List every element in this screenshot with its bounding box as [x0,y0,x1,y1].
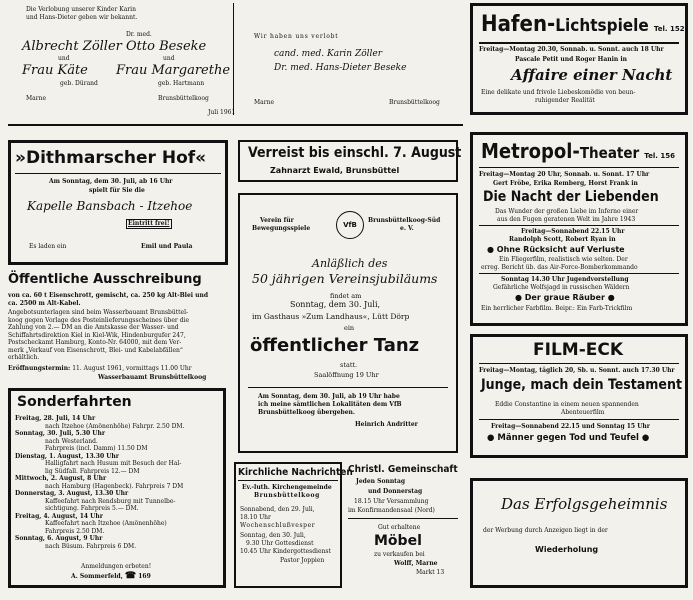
christl-m3: Wolff, Marne [394,560,438,567]
verlobt-place-left: Marne [254,99,275,106]
ausschreibung-sub1: von ca. 60 t Eisenschrott, gemischt, ca. 250 kg Alt-Blei und [8,292,209,299]
metropol-times3: Sonntag 14.30 Uhr Jugendvorstellung [501,276,629,283]
metropol-desc1b: aus den Fugen geratenen Welt im Jahre 1943 [497,216,636,223]
ad-erfolgsgeheimnis [470,478,688,588]
ad-verreist [238,140,462,182]
metropol-film1: Die Nacht der Liebenden [483,189,659,205]
ad-verlobung-couple [208,3,458,118]
body-line: Zahlung von 2.— DM an die Amtskasse der Wasser- und [8,324,179,331]
trip-head: Freitag, 4. August, 14 Uhr [15,512,103,520]
verlobt-intro: Wir haben uns verlobt [254,33,339,40]
ad-vfb-jubilaeum [238,193,458,453]
hafen-film: Affaire einer Nacht [511,66,673,84]
trip-head: Sonntag, 6. August, 9 Uhr [15,535,103,542]
ausschreibung-sub2: ca. 2500 m Alt-Kabel. [8,300,81,307]
filmeck-cast1a: Eddie Constantine in einem neuen spannenden [495,401,639,408]
body-line: Angebotsunterlagen sind beim Wasserbauamt Brunsbüttel- [8,309,189,316]
kirchliche-l3: Wochenschlußvesper [240,522,316,529]
trip-line: nach Itzehoe (Amönenhöhe) Fahrpr. 2.50 DM. [45,422,185,430]
metropol-cast2: Randolph Scott, Robert Ryan in [509,236,616,243]
kirchliche-l1: Sonnabend, den 29. Juli, [240,506,315,513]
trip-head: Dienstag, 1. August, 13.30 Uhr [15,452,119,460]
sonderfahrten-footer: Anmeldungen erbeten! [81,563,152,570]
vfb-l5: statt. [340,361,358,369]
filmeck-times2: Freitag—Sonnabend 22.15 und Sonntag 15 Uhr [491,423,650,430]
ad-kirchliche [234,462,353,588]
kirchliche-title: Kirchliche Nachrichten [238,467,353,478]
metropol-title-a: Metropol- [481,139,580,163]
verlobt-date: Juli 1961 [208,109,236,116]
body-line: Postscheckamt Hamburg, Konto-Nr. 64000, mit dem Ver- [8,339,182,346]
body-line: koog gegen Vorlage des Posteinlieferungsscheines über die [8,316,190,324]
verlobt-name1: cand. med. Karin Zöller [274,49,383,59]
metropol-desc1a: Das Wunder der großen Liebe im Inferno einer [495,208,639,215]
erfolg-l1: der Werbung durch Anzeigen liegt in der [483,527,608,534]
metropol-cast1: Gert Fröbe, Erika Remberg, Horst Frank in [493,180,638,187]
ad-dithmarscher-hof [8,140,228,265]
right-geb: geb. Hartmann [158,80,205,87]
verreist-sub: Zahnarzt Ewald, Brunsbüttel [270,166,400,175]
vfb-l6: Saalöffnung 19 Uhr [314,371,379,379]
vfb-logo: VfB [336,211,364,239]
trip-line: nach Hamburg (Hagenbeck). Fahrpreis 7 DM [45,482,184,490]
metropol-desc3: Ein herrlicher Farbfilm. Beipr.: Ein Farb-Trickfilm [481,305,633,312]
metropol-cast3: Gefährliche Wolfsjagd in russischen Wäldern [493,284,630,291]
sonderfahrten-signer: A. Sommerfeld, [71,573,123,580]
metropol-film3-text: Der graue Räuber [524,293,605,302]
ad-ausschreibung [8,272,230,384]
right-name1: Otto Beseke [126,39,207,54]
metropol-film2-text: Ohne Rücksicht auf Verluste [496,245,625,254]
verlobung-intro: Die Verlobung unserer Kinder Karin [26,6,136,13]
christl-l4: im Konfirmandensaal (Nord) [348,507,435,514]
vfb-head2: 50 jährigen Vereinsjubiläums [252,271,438,286]
filmeck-film2-text: Männer gegen Tod und Teufel [497,433,639,443]
trip-line: nach Büsum. Fahrpreis 6 DM. [45,542,137,550]
left-geb: geb. Dürand [60,80,98,87]
sonderfahrten-phone: 169 [138,573,151,580]
hafen-times: Freitag—Montag 20.30, Sonnab. u. Sonnt. auch 18 Uhr [479,46,664,53]
left-name2: Frau Käte [22,63,88,78]
christl-l1: Jeden Sonntag [356,478,406,485]
trip-line: Fahrpreis 2.50 DM. [45,527,105,535]
metropol-film2 [487,245,625,254]
right-und: und [163,55,175,62]
verlobung-intro2: und Hans-Dieter geben wir bekannt. [26,14,138,21]
ad-sonderfahrten [8,388,226,588]
hafen-title-a: Hafen- [481,12,556,37]
ad-hafen-lichtspiele [470,3,688,115]
vfb-head1: Anläßlich des [312,257,388,270]
kirchliche-l6: 10.45 Uhr Kindergottesdienst [240,548,331,555]
bullet-icon: ● [487,433,495,443]
trip-line: Kaffeefahrt nach Itzehoe (Amönenhöhe) [45,520,167,527]
body-line: merk „Verkauf von Eisenschrott, Blei- und Kabelabfällen“ [8,346,183,354]
place-left: Marne [26,95,47,102]
trip-head: Freitag, 28. Juli, 14 Uhr [15,415,96,422]
verlobt-name2: Dr. med. Hans-Dieter Beseke [274,63,407,73]
filmeck-cast1b: Abenteuerfilm [561,409,605,416]
left-name1: Albrecht Zöller [22,39,122,54]
dithmarscher-line2: spielt für Sie die [89,187,145,194]
ad-christl-gemeinschaft [346,462,460,588]
verreist-title: Verreist bis einschl. 7. August [248,145,462,161]
vfb-l1: findet am [330,292,362,300]
christl-l2: und Donnerstag [368,488,423,495]
ausschreibung-title: Öffentliche Ausschreibung [8,272,202,287]
metropol-desc2b: erreg. Bericht üb. das Air-Force-Bomberkommando [481,264,638,271]
bullet-icon: ● [607,293,615,302]
dithmarscher-line1: Am Sonntag, dem 30. Juli, ab 16 Uhr [49,178,173,185]
trip-line: lig Südfall. Fahrpreis 12.— DM [45,467,140,475]
phone-icon: ☎ [124,571,137,581]
right-title: Dr. med. [126,31,152,38]
ausschreibung-signer: Wasserbauamt Brunsbüttelkoog [98,374,207,381]
filmeck-times1: Freitag—Montag, täglich 20, Sb. u. Sonnt. auch 17.30 Uhr [479,367,675,374]
kirchliche-l5: 9.30 Uhr Gottesdienst [246,540,314,547]
filmeck-film1: Junge, mach dein Testament [481,377,682,393]
vfb-big: öffentlicher Tanz [250,335,420,356]
vfb-foot2: ich meine sämtlichen Lokalitäten dem VfB [258,401,402,408]
metropol-film3 [515,293,615,302]
vfb-foot3: Brunsbüttelkoog übergeben. [258,409,355,416]
vfb-right1: Brunsbüttelkoog-Süd [368,217,441,224]
hafen-cast: Pascale Petit und Roger Hanin in [515,56,627,63]
opening-label: Eröffnungstermin: [8,365,71,372]
hafen-desc2: ruhigender Realität [535,97,595,104]
ad-metropol-theater [470,132,688,326]
vfb-l4: ein [344,324,355,332]
christl-m1: Gut erhaltene [378,524,421,531]
metropol-times2: Freitag—Sonnabend 22.15 Uhr [521,228,625,235]
verlobt-place-right: Brunsbüttelkoog [389,99,440,106]
dithmarscher-hosts: Emil und Paula [141,243,193,250]
dithmarscher-band: Kapelle Bansbach - Itzehoe [27,199,193,213]
vfb-l3: im Gasthaus »Zum Landhaus«, Lütt Dörp [252,312,410,321]
vfb-signer: Heinrich Andritter [355,421,418,428]
right-name2: Frau Margarethe [116,63,231,78]
hafen-tel: Tel. 152 [653,25,685,33]
metropol-times1: Freitag—Montag 20 Uhr, Sonnab. u. Sonnt. 17 Uhr [479,171,650,178]
sonderfahrten-title: Sonderfahrten [17,394,132,410]
erfolg-big: Wiederholung [535,545,599,554]
vfb-l2: Sonntag, dem 30. Juli, [290,300,381,309]
ausschreibung-body [8,309,189,362]
body-line: erhältlich. [8,354,40,361]
place-right: Brunsbüttelkoog [158,95,209,102]
ad-film-eck [470,334,688,458]
vfb-right2: e. V. [400,225,414,232]
trip-list [15,415,184,550]
hafen-desc1: Eine delikate und frivole Liebeskomödie von beun- [481,89,636,96]
christl-m2: zu verkaufen bei [374,551,425,558]
bullet-icon: ● [641,433,650,443]
kirchliche-l4: Sonntag, den 30. Juli, [240,532,306,539]
bullet-icon: ● [515,293,522,302]
erfolg-title: Das Erfolgsgeheimnis [501,495,668,513]
trip-line: Fahrpreis (incl. Damm) 11.50 DM [45,445,148,452]
vfb-left1: Verein für [260,217,294,224]
trip-line: Kaffeefahrt nach Rendsburg mit Tunnelbe- [45,497,176,505]
kirchliche-l7: Pastor Joppien [280,557,325,564]
bullet-icon: ● [487,245,494,254]
dithmarscher-entry: Eintritt frei! [128,220,170,227]
christl-title: Christl. Gemeinschaft [348,464,458,475]
kirchliche-sub1: Ev.-luth. Kirchengemeinde [242,484,332,491]
trip-head: Sonntag, 30. Juli, 5.30 Uhr [15,430,106,437]
trip-line: Halligfahrt nach Husum mit Besuch der Hal- [45,460,182,467]
dithmarscher-title: »Dithmarscher Hof« [15,148,207,168]
trip-line: sichtigung. Fahrpreis 5.— DM. [45,505,139,512]
metropol-tel: Tel. 156 [644,152,675,160]
vfb-foot1: Am Sonntag, dem 30. Juli, ab 19 Uhr habe [258,393,400,400]
christl-l3: 18.15 Uhr Versammlung [354,498,429,505]
metropol-title-b: Theater [579,144,640,162]
filmeck-film2 [487,433,649,443]
hafen-title-b: Lichtspiele [555,16,649,36]
trip-head: Donnerstag, 3. August, 13.30 Uhr [15,490,129,497]
christl-big: Möbel [374,533,422,549]
vfb-left2: Bewegungsspiele [252,225,311,232]
metropol-desc2a: Ein Fliegerfilm, realistisch wie selten. Der [499,256,628,263]
opening-date: 11. August 1961, vormittags 11.00 Uhr [72,365,192,372]
christl-m4: Markt 13 [416,569,445,576]
kirchliche-l2: 18.10 Uhr [240,514,271,521]
body-line: Schiffahrtsdirektion Kiel in Kiel-Wik, Hindenburgufer 247, [8,331,186,339]
left-und: und [58,55,70,62]
kirchliche-sub2: Brunsbüttelkoog [254,492,320,499]
trip-head: Mittwoch, 2. August, 8 Uhr [15,475,107,482]
ad-verlobung-parents [8,3,236,118]
trip-line: nach Westerland. [45,437,98,445]
dithmarscher-invite: Es laden ein [29,243,67,250]
filmeck-title: FILM-ECK [533,340,624,360]
